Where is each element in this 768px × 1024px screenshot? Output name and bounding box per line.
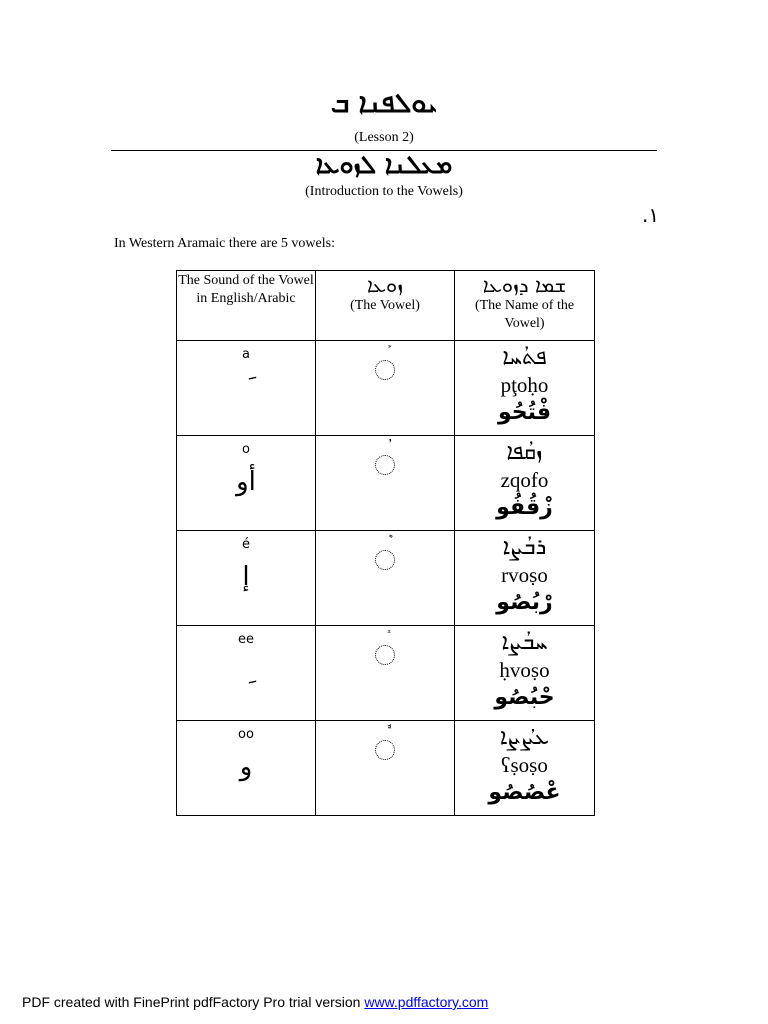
name-cell <box>455 341 595 436</box>
table-row <box>177 531 595 626</box>
transliteration: ʕṣoṣo <box>501 753 548 777</box>
arabic-sound <box>177 655 315 689</box>
name-cell <box>455 531 595 626</box>
vowel-cell <box>316 531 455 626</box>
transliteration: pţoḥo <box>500 373 549 397</box>
sound-cell <box>177 436 316 531</box>
sound-cell <box>177 341 316 436</box>
dotted-circle-icon <box>375 645 395 665</box>
syriac-name: ܥܨܳܨܐ <box>499 725 550 750</box>
table-row <box>177 721 595 816</box>
vowel-mark <box>316 535 454 549</box>
name-cell <box>455 626 595 721</box>
transliteration: rvoṣo <box>501 563 548 587</box>
header-vowel-label: (The Vowel) <box>350 298 420 313</box>
section-number: .١ <box>642 203 660 227</box>
table-row <box>177 626 595 721</box>
header-sound <box>177 271 316 341</box>
header-sound-label: The Sound of the Vowel in English/Arabic <box>178 273 314 306</box>
table-row <box>177 436 595 531</box>
arabic-name: زْقُفُو <box>496 495 553 520</box>
arabic-sound <box>177 370 315 404</box>
vowel-mark <box>316 725 454 739</box>
sound-cell <box>177 626 316 721</box>
table-header-row <box>177 271 595 341</box>
section-title: ܡܥܠܢܐ ܠܙܘܥܐ <box>315 150 453 179</box>
transliteration: ḥvoṣo <box>499 658 550 682</box>
syriac-name: ܙܩܳܦܐ <box>506 440 543 465</box>
header-vowel-name-syriac: ܫܡܐ ܕܙܘܥܐ <box>482 273 567 297</box>
syriac-name: ܚܒܳܨܐ <box>501 630 548 655</box>
arabic-name: رْبُصُو <box>496 590 553 615</box>
vowel-mark <box>316 630 454 644</box>
arabic-sound: إ <box>242 562 250 592</box>
transliteration: zqofo <box>500 468 549 492</box>
arabic-sound: و <box>239 752 253 782</box>
arabic-name: حْبُصُو <box>494 685 555 710</box>
dotted-circle-icon <box>375 740 395 760</box>
table-row <box>177 341 595 436</box>
header-vowel <box>316 271 455 341</box>
header-vowel-name-label: (The Name of the Vowel) <box>474 298 575 331</box>
vowels-table <box>176 270 595 816</box>
latin-sound: a <box>242 347 250 362</box>
name-cell <box>455 721 595 816</box>
vowel-cell <box>316 341 455 436</box>
latin-sound: é <box>242 537 250 552</box>
lesson-subtitle: (Lesson 2) <box>354 130 414 145</box>
vowel-mark <box>316 440 454 454</box>
sound-cell <box>177 721 316 816</box>
sound-cell <box>177 531 316 626</box>
vowel-cell <box>316 626 455 721</box>
pdf-footer <box>22 994 488 1010</box>
name-cell <box>455 436 595 531</box>
latin-sound: oo <box>238 727 254 742</box>
pdffactory-link[interactable]: www.pdffactory.com <box>364 994 489 1010</box>
vowel-mark <box>316 345 454 359</box>
vowel-cell <box>316 721 455 816</box>
syriac-name: ܪܒܳܨܐ <box>502 535 547 560</box>
vowel-cell <box>316 436 455 531</box>
syriac-name: ܦܬܳܚܐ <box>502 345 547 370</box>
arabic-name: فْتُحُو <box>497 400 552 425</box>
arabic-sound: أو <box>236 467 256 497</box>
header-vowel-name <box>455 271 595 341</box>
footer-text: PDF created with FinePrint pdfFactory Pro trial version <box>22 994 365 1010</box>
latin-sound: o <box>242 442 250 457</box>
arabic-name: عْصُصُو <box>488 780 561 805</box>
lesson-title: ܝܘܠܦܢܐ ܒ <box>330 88 438 119</box>
header-vowel-syriac: ܙܘܥܐ <box>367 273 403 297</box>
dotted-circle-icon <box>375 550 395 570</box>
latin-sound: ee <box>238 632 254 647</box>
section-subtitle: (Introduction to the Vowels) <box>305 184 463 199</box>
dotted-circle-icon <box>375 455 395 475</box>
dotted-circle-icon <box>375 360 395 380</box>
intro-text: In Western Aramaic there are 5 vowels: <box>114 236 335 251</box>
